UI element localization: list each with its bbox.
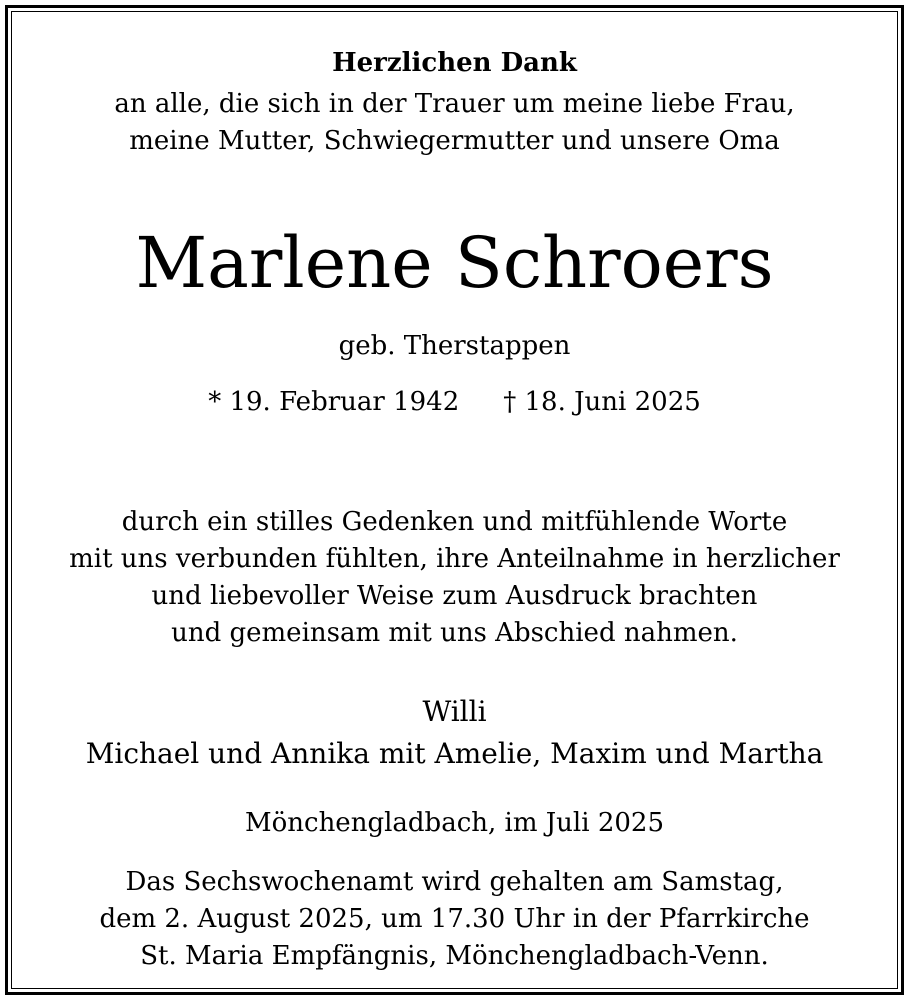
obituary-notice	[5, 5, 904, 995]
maiden-name: geb. Therstappen	[338, 331, 571, 361]
service-line: Das Sechswochenamt wird gehalten am Samstag,	[125, 867, 784, 897]
family-line: Willi	[422, 695, 487, 728]
place-date: Mönchengladbach, im Juli 2025	[244, 808, 664, 838]
deceased-name: Marlene Schroers	[135, 222, 774, 304]
intro-line: an alle, die sich in der Trauer um meine liebe Frau,	[114, 89, 795, 119]
body-line: und gemeinsam mit uns Abschied nahmen.	[171, 618, 738, 648]
life-dates	[8, 384, 901, 420]
body-line: und liebevoller Weise zum Ausdruck brachten	[151, 581, 758, 611]
body-line: mit uns verbunden fühlten, ihre Anteilnahme in herzlicher	[69, 544, 840, 574]
family-line: Michael und Annika mit Amelie, Maxim und Martha	[85, 737, 824, 770]
intro-line: meine Mutter, Schwiegermutter und unsere Oma	[129, 126, 780, 156]
service-line: St. Maria Empfängnis, Mönchengladbach-Venn.	[140, 941, 769, 971]
birth-date: * 19. Februar 1942	[208, 387, 460, 417]
heading: Herzlichen Dank	[332, 48, 577, 78]
death-date: † 18. Juni 2025	[503, 387, 701, 417]
body-line: durch ein stilles Gedenken und mitfühlende Worte	[121, 507, 788, 537]
service-line: dem 2. August 2025, um 17.30 Uhr in der Pfarrkirche	[99, 904, 810, 934]
